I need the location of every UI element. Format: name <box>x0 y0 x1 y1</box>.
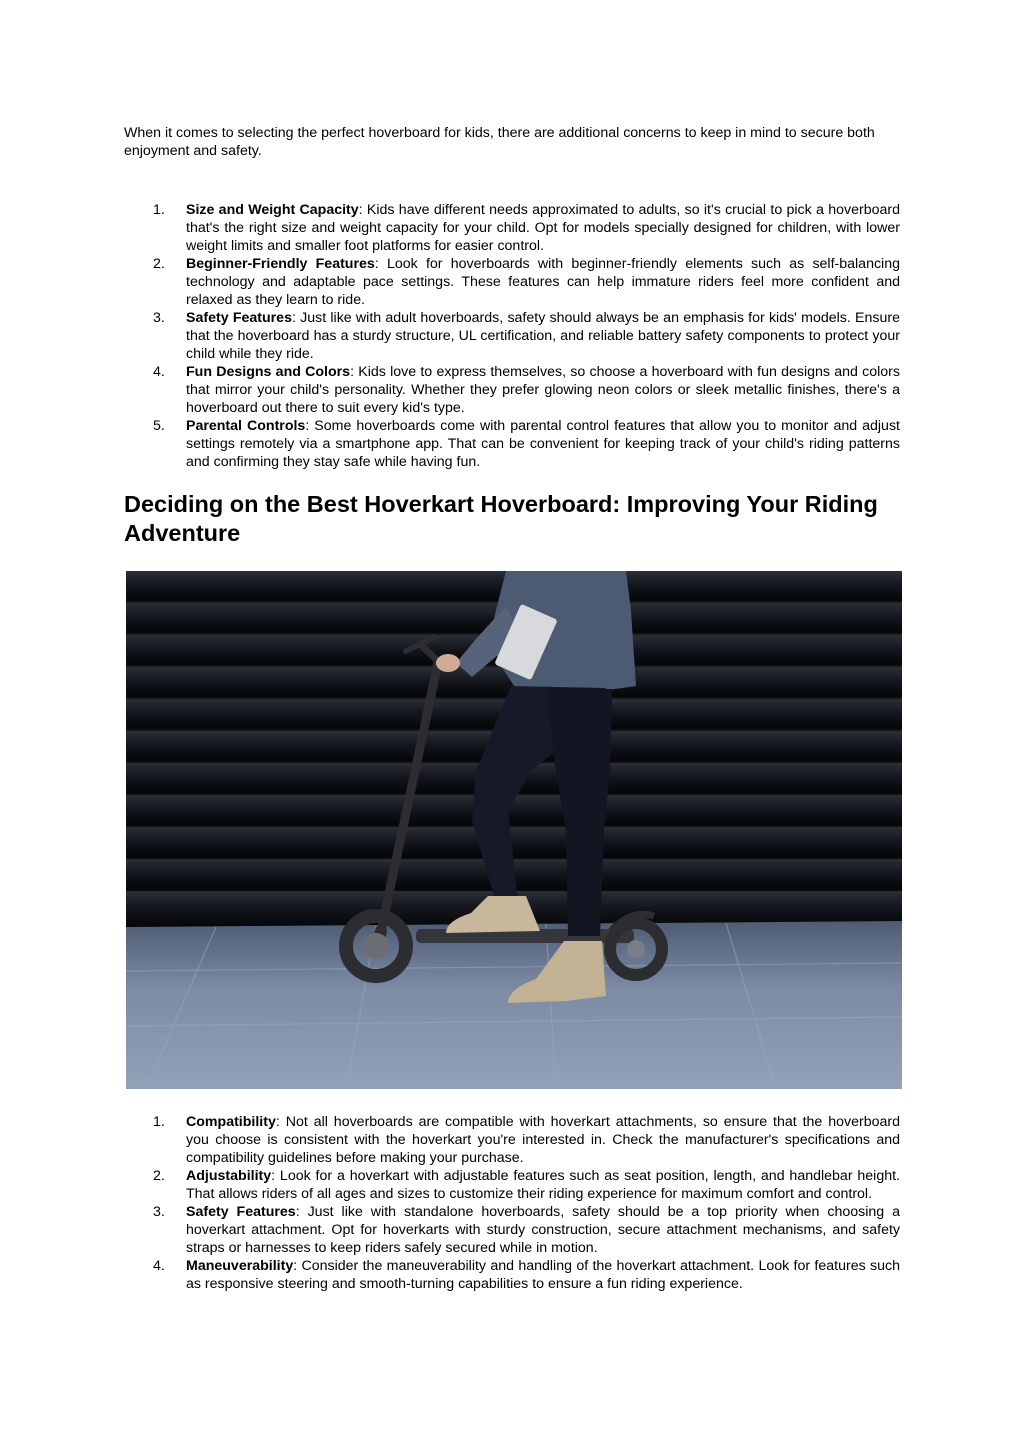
list-item-text: : Look for a hoverkart with adjustable features such as seat position, length, and handlebar height. That allows riders of all ages and sizes to customize their riding experience for maximum comfort and control. <box>186 1168 900 1202</box>
list-number: 5. <box>153 418 165 434</box>
hoverkart-list <box>124 1113 900 1293</box>
list-item <box>124 417 900 471</box>
list-item <box>124 1113 900 1167</box>
list-number: 4. <box>153 1258 165 1274</box>
list-item-title: Safety Features <box>186 310 292 326</box>
person-with-electric-scooter-photo <box>126 571 902 1089</box>
list-item <box>124 201 900 255</box>
list-number: 2. <box>153 256 165 272</box>
list-number: 1. <box>153 202 165 218</box>
list-item <box>124 363 900 417</box>
list-number: 1. <box>153 1114 165 1130</box>
list-item-title: Adjustability <box>186 1168 272 1184</box>
list-item-text: : Look for hoverboards with beginner-friendly elements such as self-balancing technology and adaptable pace settings. These features can help immature riders feel more confident and relaxed as they learn to ride. <box>186 256 900 308</box>
list-item <box>124 1203 900 1257</box>
section-heading: Deciding on the Best Hoverkart Hoverboard: Improving Your Riding Adventure <box>124 491 878 546</box>
kids-hoverboard-list <box>124 201 900 471</box>
list-item-text: : Just like with adult hoverboards, safety should always be an emphasis for kids' models. Ensure that the hoverboard has a sturdy structure, UL certification, and reliable battery safety components to protect your child while they ride. <box>186 310 900 362</box>
intro-paragraph: When it comes to selecting the perfect hoverboard for kids, there are additional concerns to keep in mind to secure both enjoyment and safety. <box>124 125 875 159</box>
list-item-text: : Just like with standalone hoverboards, safety should be a top priority when choosing a hoverkart attachment. Opt for hoverkarts with sturdy construction, secure attachment mechanisms, and safety straps or harnesses to keep riders safely secured while in motion. <box>186 1204 900 1256</box>
list-item-title: Safety Features <box>186 1204 296 1220</box>
list-item <box>124 1257 900 1293</box>
list-number: 4. <box>153 364 165 380</box>
list-item-text: : Kids have different needs approximated to adults, so it's crucial to pick a hoverboard that's the right size and weight capacity for your child. Opt for models specially designed for children, with lower weight limits and smaller foot platforms for easier control. <box>186 202 900 254</box>
list-item <box>124 309 900 363</box>
list-item-text: : Not all hoverboards are compatible with hoverkart attachments, so ensure that the hoverboard you choose is consistent with the hoverkart you're interested in. Check the manufacturer's specifications and compatibility guidelines before making your purchase. <box>186 1114 900 1166</box>
list-number: 2. <box>153 1168 165 1184</box>
list-item-title: Parental Controls <box>186 418 306 434</box>
list-item-text: : Kids love to express themselves, so choose a hoverboard with fun designs and colors that mirror your child's personality. Whether they prefer glowing neon colors or sleek metallic finishes, there's a hoverboard out there to suit every kid's type. <box>186 364 900 416</box>
list-item-text: : Consider the maneuverability and handling of the hoverkart attachment. Look for features such as responsive steering and smooth-turning capabilities to ensure a fun riding experience. <box>186 1258 900 1292</box>
list-number: 3. <box>153 1204 165 1220</box>
list-item <box>124 255 900 309</box>
paved-ground <box>126 921 902 1089</box>
list-item-title: Fun Designs and Colors <box>186 364 351 380</box>
list-item-title: Size and Weight Capacity <box>186 202 359 218</box>
list-item-title: Compatibility <box>186 1114 276 1130</box>
list-number: 3. <box>153 310 165 326</box>
list-item-title: Maneuverability <box>186 1258 294 1274</box>
list-item-text: : Some hoverboards come with parental control features that allow you to monitor and adjust settings remotely via a smartphone app. That can be convenient for keeping track of your child's riding patterns and confirming they stay safe while having fun. <box>186 418 900 470</box>
list-item <box>124 1167 900 1203</box>
list-item-title: Beginner-Friendly Features <box>186 256 375 272</box>
